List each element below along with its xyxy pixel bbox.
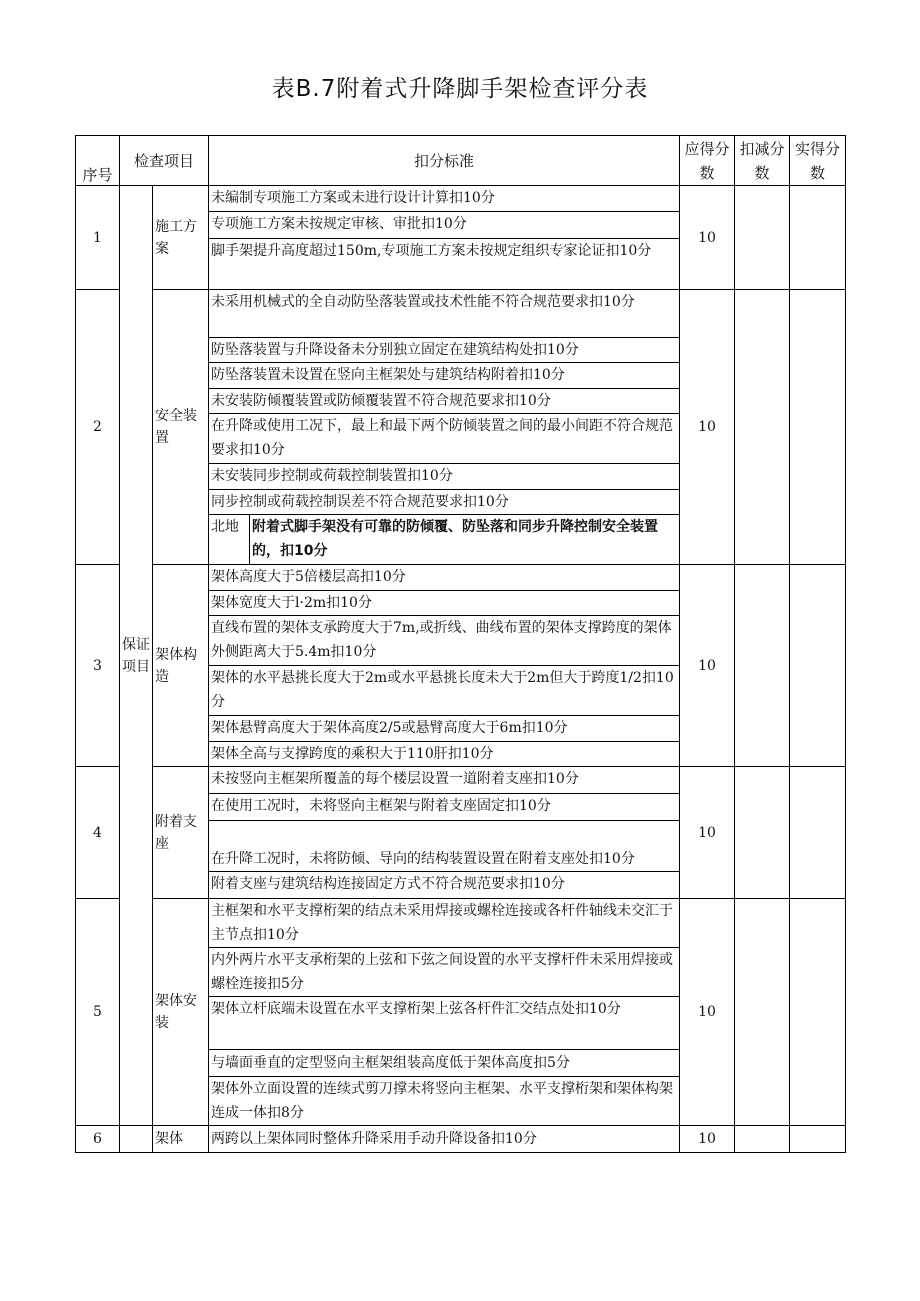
- criterion: 在升降工况时，未将防倾、导向的结构装置设置在附着支座处扣10分: [209, 821, 679, 872]
- criterion: 在升降或使用工况下，最上和最下两个防倾装置之间的最小间距不符合规范要求扣10分: [209, 414, 679, 464]
- criterion: 与墙面垂直的定型竖向主框架组装高度低于架体高度扣5分: [209, 1050, 679, 1077]
- table-row: [76, 565, 846, 767]
- page-title: 表B.7附着式升降脚手架检查评分表: [271, 76, 649, 102]
- actual-cell[interactable]: [790, 565, 846, 767]
- criterion: 架体立杆底端未设置在水平支撑桁架上弦各杆件汇交结点处扣10分: [209, 997, 679, 1050]
- criterion: 脚手架提升高度超过150m,专项施工方案未按规定组织专家论证扣10分: [211, 242, 652, 259]
- row-score: 10: [680, 565, 735, 767]
- criterion: 同步控制或荷载控制误差不符合规范要求扣10分: [209, 490, 679, 516]
- criterion: 架体全高与支撑跨度的乘积大于110肝扣10分: [211, 745, 494, 762]
- row-criteria: [209, 290, 680, 565]
- row-seq: 6: [76, 1126, 120, 1153]
- header-should-score: 应得分数: [680, 136, 735, 186]
- criterion: 架体的水平悬挑长度大于2m或水平悬挑长度未大于2m但大于跨度1/2扣10分: [209, 666, 679, 716]
- actual-cell[interactable]: [790, 767, 846, 899]
- score-table: [75, 135, 846, 1153]
- header-deduct-score: 扣减分数: [735, 136, 790, 186]
- criterion: 架体外立面设置的连续式剪刀撑未将竖向主框架、水平支撑桁架和架体构架连成一体扣8分: [211, 1081, 674, 1121]
- criterion: 架体悬臂高度大于架体高度2/5或悬臂高度大于6m扣10分: [209, 716, 679, 742]
- table-row: [76, 186, 846, 290]
- criterion: 防坠落装置未设置在竖向主框架处与建筑结构附着扣10分: [209, 363, 679, 389]
- criterion: 未安装同步控制或荷载控制装置扣10分: [209, 464, 679, 490]
- row-category: 施工方案: [153, 186, 209, 290]
- row-criteria: [209, 899, 680, 1126]
- row-seq: 4: [76, 767, 120, 899]
- table-row: [76, 290, 846, 565]
- header-item: 检查项目: [120, 136, 209, 186]
- row-criteria: [209, 565, 680, 767]
- bold-note: 附着式脚手架没有可靠的防倾覆、防坠落和同步升降控制安全装置的，扣10分: [252, 519, 659, 560]
- table-row: [76, 899, 846, 1126]
- criterion: 直线布置的架体支承跨度大于7m,或折线、曲线布置的架体支撑跨度的架体外侧距离大于5.4m扣10分: [209, 616, 679, 666]
- criterion: 未编制专项施工方案或未进行设计计算扣10分: [209, 186, 679, 212]
- criterion: 附着支座与建筑结构连接固定方式不符合规范要求扣10分: [211, 875, 565, 892]
- row-score: 10: [680, 186, 735, 290]
- deduct-cell[interactable]: [735, 290, 790, 565]
- group-cell-empty: [120, 1126, 153, 1153]
- row-seq: 1: [76, 186, 120, 290]
- row-seq: 5: [76, 899, 120, 1126]
- deduct-cell[interactable]: [735, 1126, 790, 1153]
- criterion: 在使用工况时，未将竖向主框架与附着支座固定扣10分: [209, 794, 679, 821]
- deduct-cell[interactable]: [735, 186, 790, 290]
- criterion: 防坠落装置与升降设备未分别独立固定在建筑结构处扣10分: [209, 338, 679, 364]
- header-row: [76, 136, 846, 186]
- row-score: 10: [680, 1126, 735, 1153]
- actual-cell[interactable]: [790, 899, 846, 1126]
- row-category: 架体构造: [153, 565, 209, 767]
- row-category: 安全装置: [153, 290, 209, 565]
- group-label: 保证项目: [120, 186, 153, 1126]
- table-row: [76, 1126, 846, 1153]
- header-standard: 扣分标准: [209, 136, 680, 186]
- actual-cell[interactable]: [790, 1126, 846, 1153]
- criterion: 主框架和水平支撑桁架的结点未采用焊接或螺栓连接或各杆件轴线未交汇于主节点扣10分: [209, 899, 679, 948]
- row-seq: 2: [76, 290, 120, 565]
- criterion: 未按竖向主框架所覆盖的每个楼层设置一道附着支座扣10分: [209, 767, 679, 794]
- row-criteria: [209, 186, 680, 290]
- deduct-cell[interactable]: [735, 767, 790, 899]
- table-row: [76, 767, 846, 899]
- row-criteria: [209, 767, 680, 899]
- bold-note-row: [209, 515, 679, 564]
- row-score: 10: [680, 767, 735, 899]
- header-seq: 序号: [76, 136, 120, 186]
- actual-cell[interactable]: [790, 290, 846, 565]
- row-score: 10: [680, 290, 735, 565]
- criterion: 未采用机械式的全自动防坠落装置或技术性能不符合规范要求扣10分: [209, 290, 679, 338]
- criterion: 两跨以上架体同时整体升降采用手动升降设备扣10分: [209, 1126, 680, 1153]
- criterion: 未安装防倾覆装置或防倾覆装置不符合规范要求扣10分: [209, 389, 679, 415]
- criterion: 架体宽度大于l·2m扣10分: [209, 591, 679, 617]
- actual-cell[interactable]: [790, 186, 846, 290]
- row-category: 附着支座: [153, 767, 209, 899]
- note-label: 北地: [209, 515, 250, 564]
- row-seq: 3: [76, 565, 120, 767]
- row-score: 10: [680, 899, 735, 1126]
- row-category: 架体安装: [153, 899, 209, 1126]
- deduct-cell[interactable]: [735, 565, 790, 767]
- deduct-cell[interactable]: [735, 899, 790, 1126]
- criterion: 内外两片水平支承桁架的上弦和下弦之间设置的水平支撑杆件未采用焊接或螺栓连接扣5分: [209, 948, 679, 997]
- row-category: 架体: [153, 1126, 209, 1153]
- header-actual-score: 实得分数: [790, 136, 846, 186]
- criterion: 架体高度大于5倍楼层高扣10分: [209, 565, 679, 591]
- criterion: 专项施工方案未按规定审核、审批扣10分: [209, 212, 679, 238]
